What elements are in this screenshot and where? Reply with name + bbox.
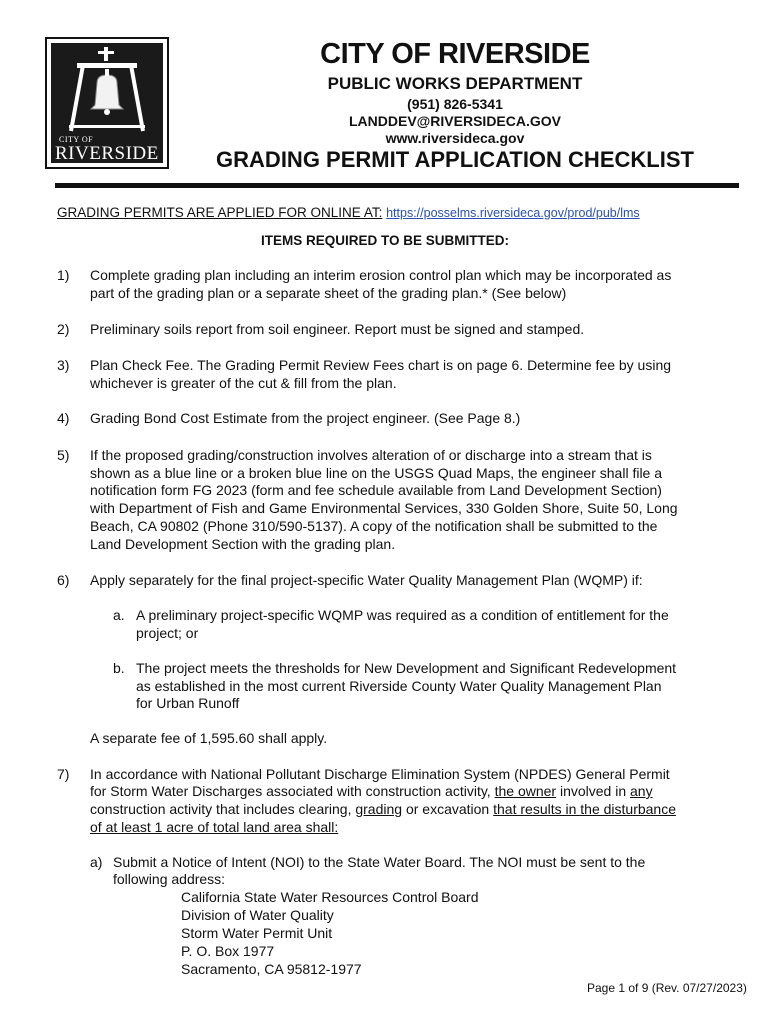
address-line-3: Storm Water Permit Unit: [181, 925, 333, 941]
item-3-line-1: Plan Check Fee. The Grading Permit Review Fees chart is on page 6. Determine fee by using: [90, 357, 672, 373]
item-2-number: 2): [57, 321, 70, 337]
item-1-line-1: Complete grading plan including an interim erosion control plan which may be incorporated as: [90, 267, 672, 283]
item-6b-line-3: for Urban Runoff: [136, 695, 240, 711]
item-6b-number: b.: [113, 660, 125, 676]
item-7-line-2-part-a: for Storm Water Discharges associated with construction activity,: [90, 783, 495, 799]
city-title: CITY OF RIVERSIDE: [320, 38, 590, 70]
header-divider: [55, 183, 739, 188]
item-7-line-3-part-a: construction activity that includes clearing,: [90, 801, 356, 817]
item-5-number: 5): [57, 447, 70, 463]
item-1-number: 1): [57, 267, 70, 283]
item-7-line-2: [90, 783, 653, 801]
item-7-the-owner: the owner: [494, 783, 557, 799]
item-1-line-2: part of the grading plan or a separate sheet of the grading plan.* (See below): [90, 285, 567, 301]
logo-background: [51, 43, 163, 163]
address-line-5: Sacramento, CA 95812-1977: [181, 961, 362, 977]
department-name: PUBLIC WORKS DEPARTMENT: [327, 74, 583, 93]
item-7-grading: grading: [355, 801, 403, 817]
item-2-line-1: Preliminary soils report from soil engineer. Report must be signed and stamped.: [90, 321, 585, 337]
item-6a-line-1: A preliminary project-specific WQMP was required as a condition of entitlement for the: [136, 607, 669, 623]
item-6-fee: A separate fee of 1,595.60 shall apply.: [90, 730, 328, 746]
online-application-line: [57, 205, 640, 220]
item-5-line-4: with Department of Fish and Game Environmental Services, 330 Golden Shore, Suite 50, Long: [90, 500, 678, 516]
item-5-line-3: notification form FG 2023 (form and fee schedule available from Land Development Section): [90, 482, 662, 498]
items-heading: ITEMS REQUIRED TO BE SUBMITTED:: [260, 233, 509, 248]
item-3-line-2: whichever is greater of the cut & fill from the plan.: [90, 375, 397, 391]
address-line-2: Division of Water Quality: [181, 907, 334, 923]
item-4-line-1: Grading Bond Cost Estimate from the project engineer. (See Page 8.): [90, 410, 521, 426]
item-7a-number: a): [90, 854, 103, 870]
item-7-number: 7): [57, 766, 70, 782]
item-7-line-4: of at least 1 acre of total land area shall:: [90, 819, 339, 835]
page-title: GRADING PERMIT APPLICATION CHECKLIST: [216, 147, 694, 172]
item-3-number: 3): [57, 357, 70, 373]
website-link[interactable]: www.riversideca.gov: [385, 130, 525, 146]
logo-city-text: CITY OF: [59, 135, 94, 144]
logo-riverside-text: RIVERSIDE: [55, 143, 159, 164]
item-7-disturbance: that results in the disturbance: [493, 801, 677, 817]
online-label: GRADING PERMITS ARE APPLIED FOR ONLINE AT:: [57, 205, 383, 220]
phone-number: (951) 826-5341: [407, 96, 503, 112]
item-6a-line-2: project; or: [136, 625, 199, 641]
item-7-line-3: [90, 801, 676, 819]
item-6b-line-2: as established in the most current Riverside County Water Quality Management Plan: [136, 678, 662, 694]
item-7-line-1: In accordance with National Pollutant Discharge Elimination System (NPDES) General Permit: [90, 766, 670, 782]
item-5-line-6: Land Development Section with the grading plan.: [90, 536, 396, 552]
online-url-link[interactable]: https://posselms.riversideca.gov/prod/pub/lms: [386, 206, 640, 220]
address-line-4: P. O. Box 1977: [181, 943, 275, 959]
item-7-any: any: [630, 783, 653, 799]
item-7-line-3-part-c: or excavation: [402, 801, 494, 817]
item-5-line-5: Beach, CA 90802 (Phone 310/590-5137). A copy of the notification shall be submitted to the: [90, 518, 658, 534]
item-5-line-1: If the proposed grading/construction involves alteration of or discharge into a stream that is: [90, 447, 652, 463]
item-7a-line-1: Submit a Notice of Intent (NOI) to the State Water Board. The NOI must be sent to the: [113, 854, 646, 870]
item-6-number: 6): [57, 572, 70, 588]
item-7-line-2-part-c: involved in: [556, 783, 631, 799]
item-4-number: 4): [57, 410, 70, 426]
address-line-1: California State Water Resources Control Board: [181, 889, 479, 905]
city-logo: [45, 37, 169, 169]
item-6b-line-1: The project meets the thresholds for New Development and Significant Redevelopment: [136, 660, 677, 676]
item-6a-number: a.: [113, 607, 125, 623]
page-footer: Page 1 of 9 (Rev. 07/27/2023): [587, 981, 747, 995]
item-6-line-1: Apply separately for the final project-specific Water Quality Management Plan (WQMP) if:: [90, 572, 643, 588]
item-5-line-2: shown as a blue line or a broken blue line on the USGS Quad Maps, the engineer shall file a: [90, 465, 663, 481]
item-7a-line-2: following address:: [113, 871, 226, 887]
email-address[interactable]: LANDDEV@RIVERSIDECA.GOV: [348, 113, 561, 129]
